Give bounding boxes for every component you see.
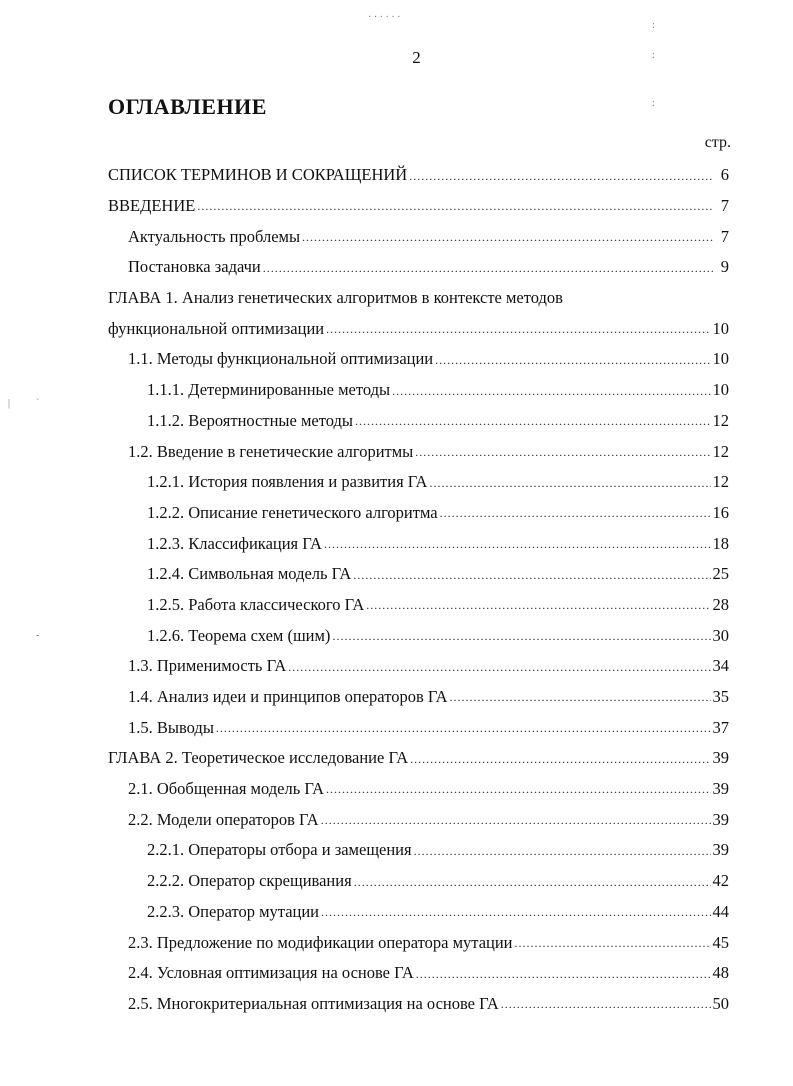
dot-leader [415, 445, 710, 467]
toc-entry-label: 1.2. Введение в генетические алгоритмы [128, 441, 414, 461]
toc-entry[interactable] [0, 804, 793, 835]
toc-entry-label: 1.3. Применимость ГА [128, 656, 287, 676]
toc-entry-page: 10 [712, 380, 729, 400]
toc-entry[interactable] [0, 436, 793, 467]
toc-entry[interactable] [0, 620, 793, 651]
dot-leader [409, 169, 713, 191]
toc-entry-page: 6 [720, 165, 729, 185]
toc-entry-page: 37 [712, 717, 729, 737]
dot-leader [565, 306, 713, 313]
toc-entry-label: 1.2.5. Работа классического ГА [147, 594, 365, 614]
dot-leader [416, 967, 711, 989]
toc-entry-label: 2.2.2. Оператор скрещивания [147, 871, 352, 891]
toc-entry-page: 16 [712, 502, 729, 522]
toc-entry[interactable] [0, 191, 793, 222]
toc-entry-label: 1.4. Анализ идеи и принципов операторов ГА [128, 687, 448, 707]
toc-entry-label: 1.2.6. Теорема схем (шим) [147, 625, 331, 645]
scan-speck: : [652, 50, 655, 61]
dot-leader [321, 905, 710, 927]
toc-entry-label: 2.5. Многокритериальная оптимизация на основе ГА [128, 993, 499, 1013]
toc-entry-page: 9 [720, 257, 729, 277]
toc-entry-label: 1.1. Методы функциональной оптимизации [128, 349, 434, 369]
toc-entry-label: Актуальность проблемы [128, 226, 301, 246]
dot-leader [354, 875, 711, 897]
toc-entry-label: 1.1.2. Вероятностные методы [147, 410, 353, 430]
toc-entry-page: 42 [712, 871, 729, 891]
toc-entry-page: 10 [712, 349, 729, 369]
dot-leader [326, 782, 710, 804]
toc-entry-label: 2.1. Обобщенная модель ГА [128, 779, 325, 799]
dot-leader [366, 598, 710, 620]
toc-entry[interactable] [0, 682, 793, 713]
toc-entry[interactable] [0, 774, 793, 805]
toc-entry-page: 12 [712, 410, 729, 430]
toc-entry[interactable] [0, 712, 793, 743]
dot-leader [515, 936, 711, 958]
toc-entry-label: ГЛАВА 1. Анализ генетических алгоритмов в контексте методов [108, 288, 563, 308]
toc-entry-label: 1.2.1. История появления и развития ГА [147, 472, 428, 492]
toc-entry[interactable] [0, 313, 793, 344]
toc-entry[interactable] [0, 375, 793, 406]
toc-entry[interactable] [0, 958, 793, 989]
toc-entry-label: ВВЕДЕНИЕ [108, 196, 196, 216]
dot-leader [288, 660, 710, 682]
dot-leader [263, 261, 713, 283]
dot-leader [353, 568, 710, 590]
toc-entry-page: 34 [712, 656, 729, 676]
scan-speck: ` [36, 398, 40, 409]
dot-leader [216, 721, 711, 743]
toc-entry-label: 1.2.2. Описание генетического алгоритма [147, 502, 438, 522]
dot-leader [332, 629, 710, 651]
toc-entry-page: 48 [712, 963, 729, 983]
dot-leader [392, 384, 710, 406]
scan-speck: : [652, 20, 655, 31]
toc-entry[interactable] [0, 989, 793, 1020]
toc-entry-page: 39 [712, 809, 729, 829]
toc-entry[interactable] [0, 406, 793, 437]
toc-entry[interactable] [0, 252, 793, 283]
toc-entry[interactable] [0, 221, 793, 252]
toc-entry-label: ГЛАВА 2. Теоретическое исследование ГА [108, 748, 409, 768]
toc-entry[interactable] [0, 927, 793, 958]
toc-entry-page: 12 [712, 441, 729, 461]
toc-entry-page: 50 [712, 993, 729, 1013]
toc-entry[interactable] [0, 498, 793, 529]
toc-entry-label: функциональной оптимизации [108, 318, 325, 338]
dot-leader [410, 752, 710, 774]
toc-entry-label: 2.2. Модели операторов ГА [128, 809, 319, 829]
toc-entry[interactable] [0, 160, 793, 191]
scan-speck: - [36, 630, 40, 641]
dot-leader [435, 353, 710, 375]
toc-entry-page: 39 [712, 748, 729, 768]
dot-leader [197, 199, 713, 221]
dot-leader [450, 690, 711, 712]
page-title: ОГЛАВЛЕНИЕ [108, 94, 267, 119]
toc-entry[interactable] [0, 897, 793, 928]
toc-entry-page: 28 [712, 594, 729, 614]
dot-leader [321, 813, 711, 835]
toc-entry-page: 10 [712, 318, 729, 338]
toc-entry[interactable] [0, 743, 793, 774]
toc-entry[interactable] [0, 283, 793, 314]
toc-entry[interactable] [0, 651, 793, 682]
toc-entry[interactable] [0, 590, 793, 621]
toc-entry-page: 12 [712, 472, 729, 492]
dot-leader [302, 230, 713, 252]
toc-entry-label: 1.5. Выводы [128, 717, 214, 737]
page-column-label: стр. [704, 134, 731, 151]
toc-entry-page: 30 [712, 625, 729, 645]
toc-entry[interactable] [0, 467, 793, 498]
page-number: 2 [412, 48, 421, 67]
toc-entry-label: Постановка задачи [128, 257, 261, 277]
dot-leader [501, 997, 711, 1019]
dot-leader [429, 476, 710, 498]
toc-entry-page: 39 [712, 779, 729, 799]
dot-leader [414, 844, 711, 866]
toc-entry-label: 2.4. Условная оптимизация на основе ГА [128, 963, 414, 983]
toc-entry[interactable] [0, 559, 793, 590]
toc-entry[interactable] [0, 835, 793, 866]
toc-entry-page: 35 [712, 687, 729, 707]
toc-entry-page: 44 [712, 901, 729, 921]
scan-speck: : [652, 98, 655, 109]
toc-entry-label: 2.2.3. Оператор мутации [147, 901, 320, 921]
toc-entry-page: 25 [712, 564, 729, 584]
toc-entry-page: 45 [712, 932, 729, 952]
toc-entry-label: 1.1.1. Детерминированные методы [147, 380, 391, 400]
toc-entry-page: 18 [712, 533, 729, 553]
toc-entry[interactable] [0, 528, 793, 559]
toc-entry-label: 1.2.4. Символьная модель ГА [147, 564, 352, 584]
dot-leader [326, 322, 710, 344]
toc-entry-label: 1.2.3. Классификация ГА [147, 533, 322, 553]
dot-leader [440, 506, 711, 528]
dot-leader [324, 537, 711, 559]
scan-speck: · · · · · · [368, 12, 401, 23]
toc-entry[interactable] [0, 344, 793, 375]
toc-entry-label: 2.2.1. Операторы отбора и замещения [147, 840, 412, 860]
toc-entry-page: 7 [720, 196, 729, 216]
scan-speck: | [8, 398, 11, 409]
toc-entry-label: СПИСОК ТЕРМИНОВ И СОКРАЩЕНИЙ [108, 165, 408, 185]
toc-entry-page: 39 [712, 840, 729, 860]
toc-entry-page: 7 [720, 226, 729, 246]
toc-entry-label: 2.3. Предложение по модификации оператора мутации [128, 932, 513, 952]
toc-entry[interactable] [0, 866, 793, 897]
dot-leader [355, 414, 711, 436]
table-of-contents [0, 160, 793, 1019]
